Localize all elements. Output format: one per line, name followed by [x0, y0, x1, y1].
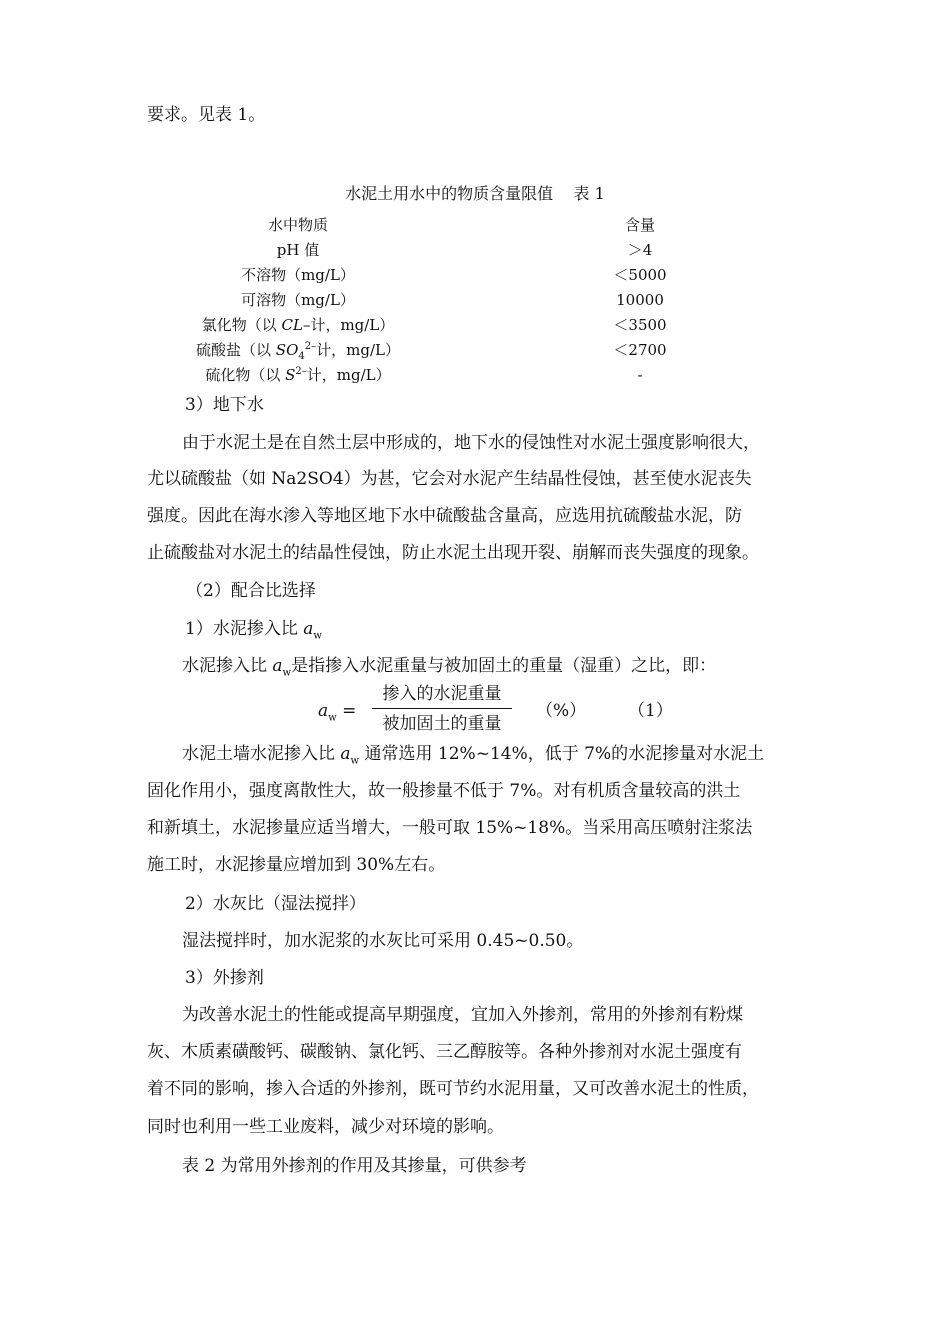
table-row-value: - — [637, 366, 643, 384]
paragraph-line: 灰、木质素磺酸钙、碳酸钠、氯化钙、三乙醇胺等。各种外掺剂对水泥土强度有 — [147, 1042, 742, 1062]
table-row-item — [148, 340, 448, 360]
row-item-post: 计，mg/L） — [306, 366, 391, 384]
definition-post: 是指掺入水泥重量与被加固土的重量（湿重）之比，即： — [291, 656, 717, 676]
symbol-w: w — [350, 755, 360, 767]
row-item-formula: SO — [275, 341, 299, 359]
paragraph-line: 同时也利用一些工业废料，减少对环境的影响。 — [147, 1117, 504, 1137]
paragraph-line: 尤以硫酸盐（如 Na2SO4）为甚，它会对水泥产生结晶性侵蚀，甚至使水泥丧失 — [147, 469, 752, 489]
table-row-value: ＜3500 — [613, 316, 667, 334]
table-row-item — [148, 365, 448, 385]
paragraph-line: 和新填土，水泥掺量应适当增大，一般可取 15%~18%。当采用高压喷射注浆法 — [147, 818, 753, 838]
formula-fraction — [372, 683, 512, 735]
formula-denominator: 被加固土的重量 — [382, 714, 502, 734]
formula-lhs — [318, 700, 356, 722]
row-item-pre: 硫化物（以 — [205, 366, 286, 384]
table-row-value: ＞4 — [627, 241, 653, 259]
paragraph-line: 施工时，水泥掺量应增加到 30%左右。 — [147, 855, 446, 875]
formula-number: （1） — [628, 701, 673, 721]
symbol-w: w — [282, 667, 292, 679]
section-heading: （2）配合比选择 — [186, 581, 316, 601]
symbol-a: a — [340, 744, 351, 764]
table-caption — [0, 181, 950, 204]
row-item-superscript: 2– — [304, 341, 317, 352]
paragraph-line: 表 2 为常用外掺剂的作用及其掺量，可供参考 — [182, 1156, 527, 1176]
section-heading: 3）外掺剂 — [185, 968, 264, 988]
intro-line: 要求。见表 1。 — [147, 105, 266, 125]
paragraph-line: 着不同的影响，掺入合适的外掺剂，既可节约水泥用量，又可改善水泥土的性质， — [147, 1079, 759, 1099]
table-row-value: ＜5000 — [613, 266, 667, 284]
paragraph-line: 湿法搅拌时，加水泥浆的水灰比可采用 0.45~0.50。 — [182, 931, 584, 951]
symbol-w: w — [313, 630, 322, 642]
paragraph-pre: 水泥土墙水泥掺入比 — [182, 744, 335, 764]
paragraph-line: 为改善水泥土的性能或提高早期强度，宜加入外掺剂，常用的外掺剂有粉煤 — [182, 1005, 743, 1025]
table-row-value: ＜2700 — [613, 341, 667, 359]
row-item-formula: S — [285, 366, 296, 384]
table-label: 表 1 — [573, 184, 605, 203]
formula-unit: （%） — [536, 701, 587, 721]
table-row-value: 10000 — [616, 291, 664, 309]
paragraph-line: 由于水泥土是在自然土层中形成的，地下水的侵蚀性对水泥土强度影响很大， — [182, 433, 760, 453]
formula-numerator: 掺入的水泥重量 — [372, 683, 512, 709]
row-item-subscript: 4 — [298, 351, 305, 362]
row-item-post: –计，mg/L） — [302, 316, 395, 334]
symbol-a: a — [303, 619, 314, 639]
row-item-pre: 硫酸盐（以 — [196, 341, 276, 359]
section-heading — [185, 618, 322, 640]
paragraph-line: 止硫酸盐对水泥土的结晶性侵蚀，防止水泥土出现开裂、崩解而丧失强度的现象。 — [147, 543, 759, 563]
section-heading: 3）地下水 — [185, 395, 264, 415]
symbol-a: a — [272, 656, 283, 676]
row-item-pre: 氯化物（以 — [201, 316, 282, 334]
table-title: 水泥土用水中的物质含量限值 — [345, 184, 554, 203]
heading-text: 1）水泥掺入比 — [185, 619, 298, 639]
row-item-formula: CL — [281, 316, 303, 334]
symbol-w: w — [328, 712, 337, 724]
row-item-post: 计，mg/L） — [316, 341, 400, 359]
row-item-superscript: 2– — [295, 366, 307, 377]
formula-equals: = — [342, 701, 357, 721]
table-row-item: pH 值 — [276, 241, 320, 259]
table-row-item: 可溶物（mg/L） — [241, 291, 355, 309]
paragraph-line: 固化作用小，强度离散性大，故一般掺量不低于 7%。对有机质含量较高的洪土 — [147, 781, 741, 801]
symbol-a: a — [318, 701, 329, 721]
paragraph-post: 通常选用 12%~14%，低于 7%的水泥掺量对水泥土 — [364, 744, 765, 764]
table-row-item — [148, 315, 448, 335]
paragraph-line — [182, 743, 764, 765]
definition-line — [182, 655, 716, 677]
table-header-value: 含量 — [624, 216, 655, 234]
section-heading: 2）水灰比（湿法搅拌） — [185, 894, 366, 914]
table-row-item: 不溶物（mg/L） — [241, 266, 355, 284]
paragraph-line: 强度。因此在海水渗入等地区地下水中硫酸盐含量高，应选用抗硫酸盐水泥，防 — [147, 506, 742, 526]
table-header-item: 水中物质 — [267, 216, 328, 234]
definition-pre: 水泥掺入比 — [182, 656, 267, 676]
